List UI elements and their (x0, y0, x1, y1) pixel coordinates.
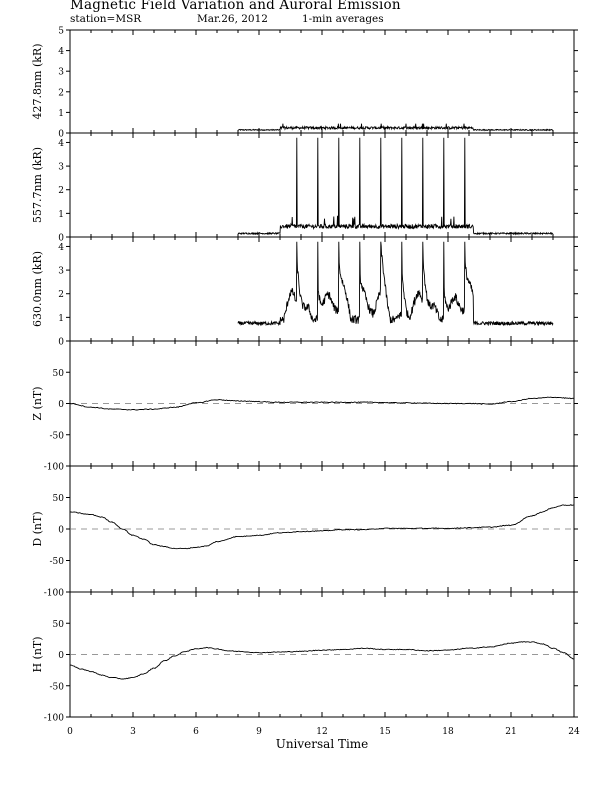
y-tick-label: 50 (52, 619, 64, 630)
y-tick-label: 0 (58, 525, 64, 536)
date-label: Mar.26, 2012 (197, 13, 268, 25)
chart-title: Magnetic Field Variation and Auroral Emission (70, 0, 401, 13)
series-line-5 (70, 505, 574, 549)
y-axis-label: Z (nT) (31, 386, 44, 421)
x-tick-label: 18 (442, 727, 454, 737)
panel-frame-3 (70, 237, 574, 341)
x-tick-label: 12 (316, 727, 328, 737)
y-tick-label: 0 (58, 651, 64, 661)
x-tick-label: 9 (256, 727, 262, 737)
series-line-3 (238, 242, 553, 325)
series-line-1 (238, 124, 553, 131)
y-tick-label: 50 (52, 494, 64, 504)
y-tick-label: 4 (58, 138, 64, 149)
station-label: station=MSR (70, 13, 142, 25)
series-line-6 (70, 642, 574, 679)
y-tick-label: -50 (49, 682, 64, 693)
y-tick-label: -100 (43, 588, 64, 599)
y-tick-label: 2 (58, 186, 64, 197)
series-line-4 (70, 397, 574, 410)
panel-frame-5 (70, 466, 574, 592)
y-tick-label: 0 (58, 233, 64, 244)
averaging-label: 1-min averages (302, 13, 384, 25)
panel-frame-2 (70, 133, 574, 237)
y-axis-label: 557.7nm (kR) (31, 146, 44, 224)
y-tick-label: 5 (58, 26, 64, 37)
y-tick-label: -100 (43, 713, 64, 724)
y-tick-label: -100 (43, 462, 64, 473)
y-axis-label: D (nT) (31, 511, 44, 547)
y-tick-label: 1 (58, 209, 64, 220)
y-tick-label: 4 (58, 47, 64, 58)
x-tick-label: 6 (193, 727, 199, 737)
y-tick-label: 0 (58, 129, 64, 140)
y-tick-label: -50 (49, 557, 64, 567)
y-tick-label: 3 (58, 67, 64, 78)
x-axis-label: Universal Time (275, 737, 369, 751)
y-tick-label: 0 (58, 400, 64, 410)
y-tick-label: -50 (49, 431, 64, 442)
panel-frame-6 (70, 592, 574, 717)
y-tick-label: 4 (58, 242, 64, 253)
y-tick-label: 1 (58, 313, 64, 324)
y-tick-label: 50 (52, 368, 64, 379)
y-tick-label: 0 (58, 337, 64, 348)
x-tick-label: 21 (505, 727, 517, 737)
series-line-2 (238, 138, 553, 235)
y-tick-label: 3 (58, 266, 64, 277)
y-axis-label: H (nT) (31, 636, 44, 673)
x-tick-label: 3 (130, 727, 136, 737)
y-tick-label: 2 (58, 290, 64, 301)
panel-frame-1 (70, 30, 574, 133)
x-tick-label: 24 (568, 727, 580, 737)
y-tick-label: 2 (58, 88, 64, 99)
y-tick-label: 3 (58, 162, 64, 173)
y-axis-label: 630.0nm (kR) (31, 250, 44, 328)
x-tick-label: 0 (67, 727, 73, 737)
y-tick-label: 1 (58, 108, 64, 119)
y-axis-label: 427.8nm (kR) (31, 43, 44, 120)
x-tick-label: 15 (379, 727, 391, 737)
